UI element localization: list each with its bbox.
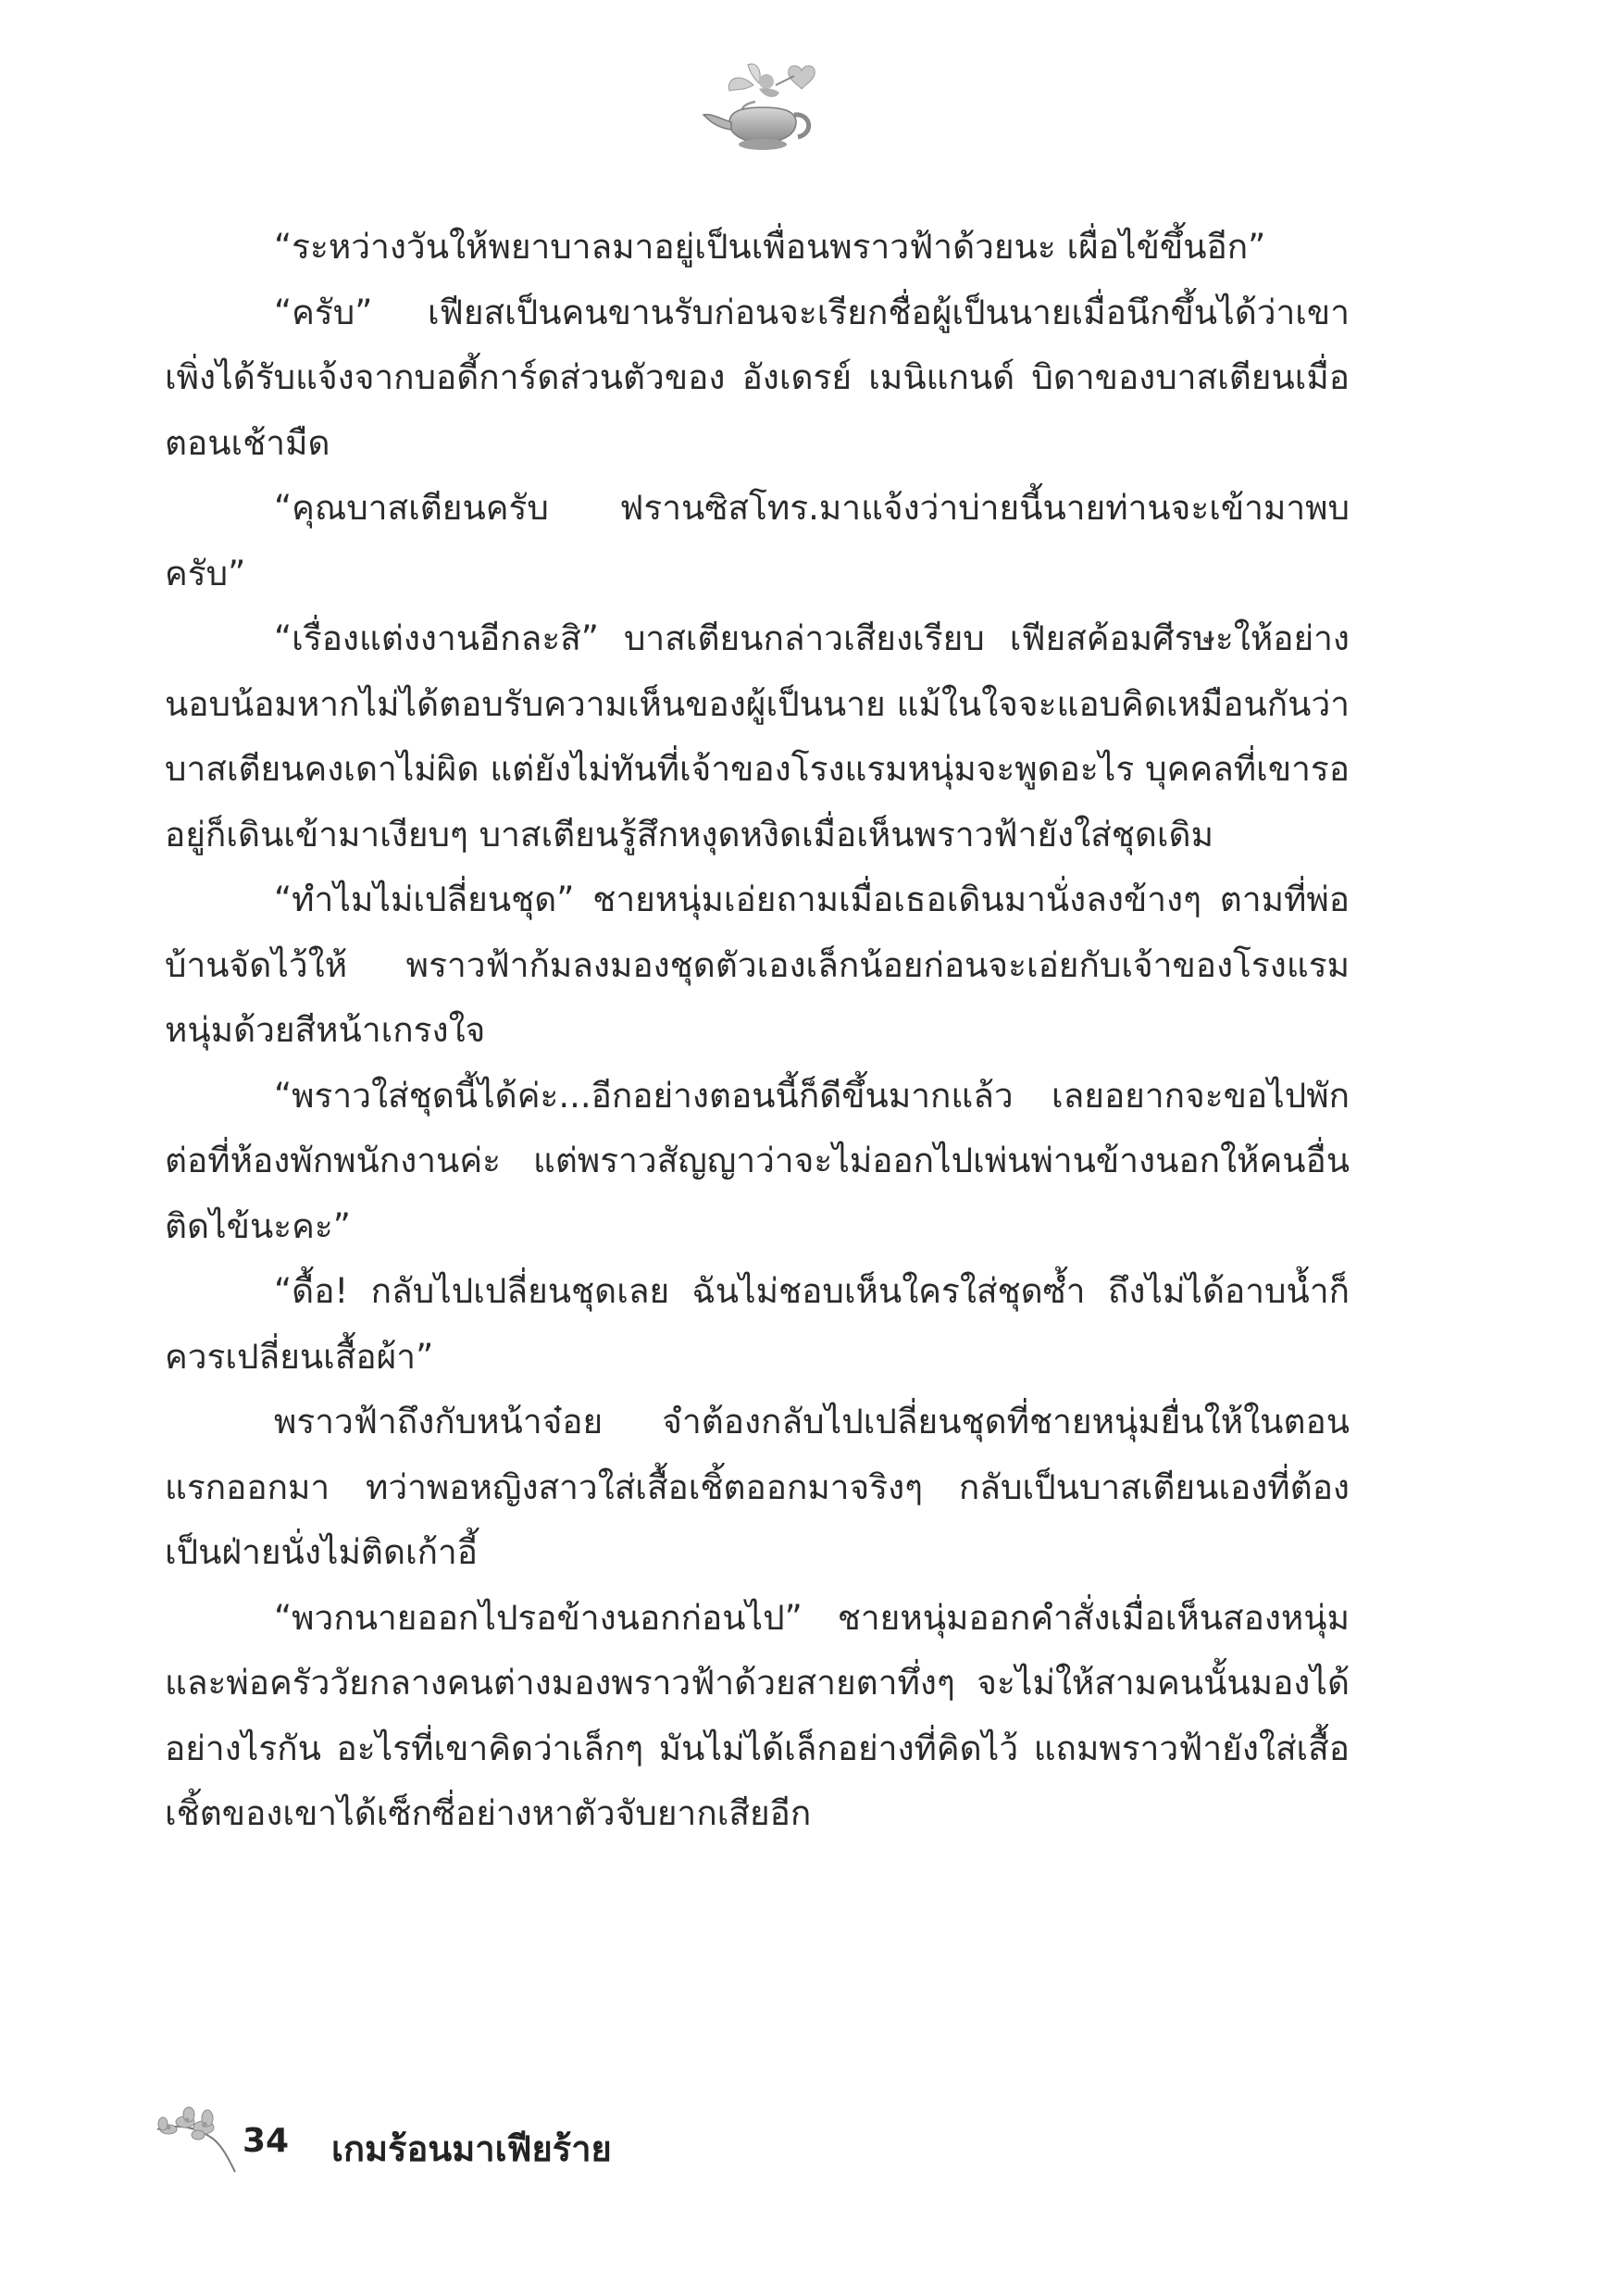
paragraph: พราวฟ้าถึงกับหน้าจ๋อย จำต้องกลับไปเปลี่ยนชุดที่ชายหนุ่มยื่นให้ในตอนแรกออกมา ทว่าพอหญิงสาวใส่เสื้อเชิ้ตออกมาจริงๆ กลับเป็นบาสเตียนเองที่ต้องเป็นฝ่ายนั่งไม่ติดเก้าอี้ <box>165 1402 1350 1572</box>
orchid-flower-icon <box>148 2102 241 2176</box>
paragraph: “พวกนายออกไปรอข้างนอกก่อนไป” ชายหนุ่มออกคำสั่งเมื่อเห็นสองหนุ่มและพ่อครัววัยกลางคนต่างมองพราวฟ้าด้วยสายตาทึ่งๆ จะไม่ให้สามคนนั้นมองได้อย่างไรกัน อะไรที่เขาคิดว่าเล็กๆ มันไม่ได้เล็กอย่างที่คิดไว้ แถมพราวฟ้ายังใส่เสื้อเชิ้ตของเขาได้เซ็กซี่อย่างหาตัวจับยากเสียอีก <box>165 1597 1350 1833</box>
paragraph: “ดื้อ! กลับไปเปลี่ยนชุดเลย ฉันไม่ชอบเห็นใครใส่ชุดซ้ำ ถึงไม่ได้อาบน้ำก็ควรเปลี่ยนเสื้อผ้า” <box>165 1271 1350 1377</box>
body-text <box>165 215 1350 1847</box>
paragraph: “เรื่องแต่งงานอีกละสิ” บาสเตียนกล่าวเสียงเรียบ เฟียสค้อมศีรษะให้อย่างนอบน้อมหากไม่ได้ตอบรับความเห็นของผู้เป็นนาย แม้ในใจจะแอบคิดเหมือนกันว่าบาสเตียนคงเดาไม่ผิด แต่ยังไม่ทันที่เจ้าของโรงแรมหนุ่มจะพูดอะไร บุคคลที่เขารออยู่ก็เดินเข้ามาเงียบๆ บาสเตียนรู้สึกหงุดหงิดเมื่อเห็นพราวฟ้ายังใส่ชุดเดิม <box>165 618 1350 855</box>
paragraph: “ครับ” เฟียสเป็นคนขานรับก่อนจะเรียกชื่อผู้เป็นนายเมื่อนึกขึ้นได้ว่าเขาเพิ่งได้รับแจ้งจากบอดี้การ์ดส่วนตัวของ อังเดรย์ เมนิแกนด์ บิดาของบาสเตียนเมื่อตอนเช้ามืด <box>165 292 1350 463</box>
paragraph: “พราวใส่ชุดนี้ได้ค่ะ...อีกอย่างตอนนี้ก็ดีขึ้นมากแล้ว เลยอยากจะขอไปพักต่อที่ห้องพักพนักงานค่ะ แต่พราวสัญญาว่าจะไม่ออกไปเพ่นพ่านข้างนอกให้คนอื่นติดไข้นะคะ” <box>165 1075 1350 1246</box>
cupid-teapot-icon <box>698 57 828 159</box>
page-number: 34 <box>243 2122 290 2160</box>
paragraph: “ทำไมไม่เปลี่ยนชุด” ชายหนุ่มเอ่ยถามเมื่อเธอเดินมานั่งลงข้างๆ ตามที่พ่อบ้านจัดไว้ให้ พราวฟ้าก้มลงมองชุดตัวเองเล็กน้อยก่อนจะเอ่ยกับเจ้าของโรงแรมหนุ่มด้วยสีหน้าเกรงใจ <box>165 880 1350 1050</box>
page-footer <box>148 2102 796 2185</box>
paragraph: “ระหว่างวันให้พยาบาลมาอยู่เป็นเพื่อนพราวฟ้าด้วยนะ เผื่อไข้ขึ้นอีก” <box>274 227 1266 267</box>
book-title: เกมร้อนมาเฟียร้าย <box>331 2128 612 2169</box>
paragraph: “คุณบาสเตียนครับ ฟรานซิสโทร.มาแจ้งว่าบ่ายนี้นายท่านจะเข้ามาพบครับ” <box>165 488 1350 593</box>
